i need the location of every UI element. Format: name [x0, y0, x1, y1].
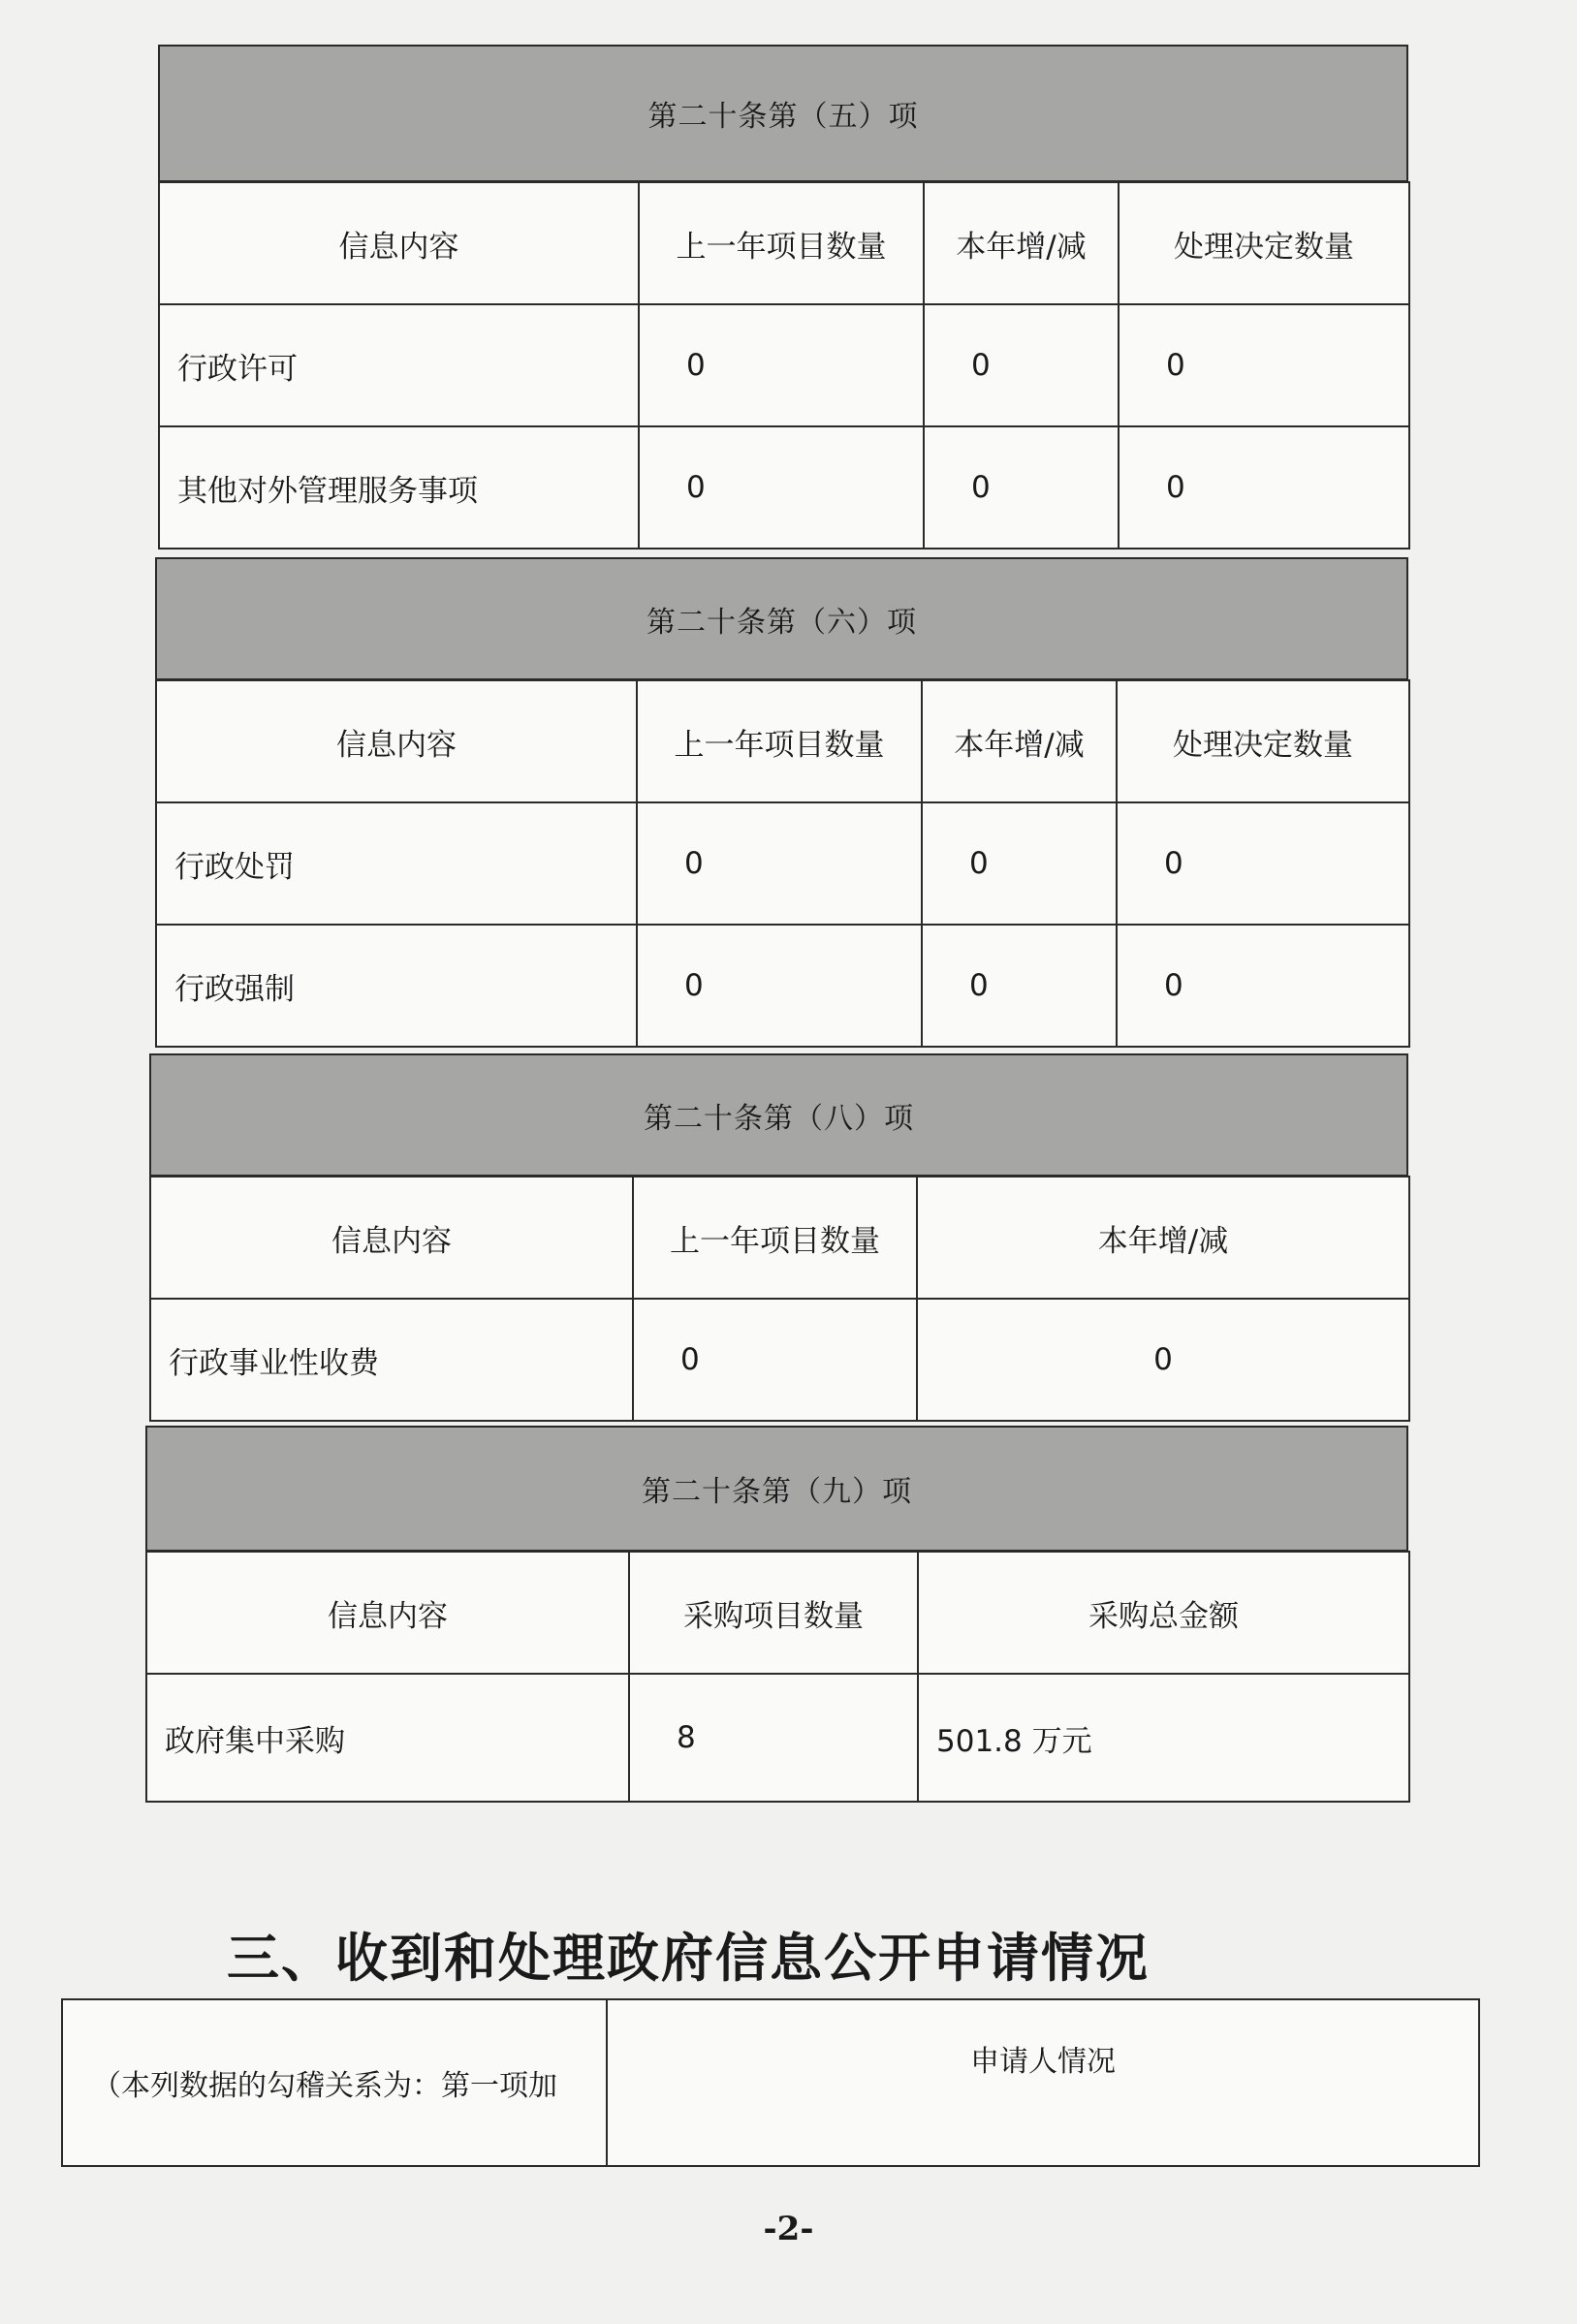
- cell-prev-count: 0: [639, 304, 924, 426]
- column-header: 信息内容: [146, 1552, 629, 1674]
- section-8-title: 第二十条第（八）项: [644, 1101, 914, 1136]
- section-8-header: [149, 1053, 1408, 1177]
- table-header-row: [150, 1177, 1409, 1299]
- table-row: [150, 1299, 1409, 1421]
- cell-total-amount: 501.8 万元: [918, 1674, 1409, 1802]
- column-header: 信息内容: [150, 1177, 633, 1299]
- column-header: 本年增/减: [917, 1177, 1409, 1299]
- column-header: 上一年项目数量: [637, 680, 922, 802]
- row-label: 行政强制: [156, 925, 637, 1047]
- row-label: 行政许可: [159, 304, 639, 426]
- applicant-status-header: 申请人情况: [607, 1999, 1479, 2166]
- cell-change: 0: [917, 1299, 1409, 1421]
- cell-change: 0: [922, 802, 1117, 925]
- table-header-row: [146, 1552, 1409, 1674]
- section-6-title: 第二十条第（六）项: [647, 605, 917, 640]
- section-6-header: [155, 557, 1408, 680]
- cell-prev-count: 0: [637, 925, 922, 1047]
- table-row: [62, 1999, 1479, 2166]
- cell-change: 0: [924, 304, 1119, 426]
- section-9-table: [145, 1551, 1410, 1803]
- cell-prev-count: 0: [639, 426, 924, 549]
- cell-prev-count: 0: [633, 1299, 917, 1421]
- column-header: 上一年项目数量: [633, 1177, 917, 1299]
- row-label: 行政事业性收费: [150, 1299, 633, 1421]
- column-header: 信息内容: [156, 680, 637, 802]
- column-header: 上一年项目数量: [639, 182, 924, 304]
- column-header: 处理决定数量: [1119, 182, 1409, 304]
- table-row: [156, 802, 1409, 925]
- table-row: [159, 304, 1409, 426]
- section-5-table: [158, 181, 1410, 550]
- section-9-header: [145, 1426, 1408, 1552]
- cell-change: 0: [922, 925, 1117, 1047]
- calculation-note-cell: （本列数据的勾稽关系为：第一项加: [62, 1999, 607, 2166]
- cell-decisions: 0: [1117, 925, 1409, 1047]
- section-5-header: [158, 45, 1408, 182]
- table-header-row: [156, 680, 1409, 802]
- cell-change: 0: [924, 426, 1119, 549]
- column-header: 采购项目数量: [629, 1552, 918, 1674]
- cell-decisions: 0: [1119, 304, 1409, 426]
- section-6-table: [155, 679, 1410, 1048]
- page-number: -2-: [763, 2210, 814, 2248]
- table-header-row: [159, 182, 1409, 304]
- table-row: [146, 1674, 1409, 1802]
- cell-prev-count: 0: [637, 802, 922, 925]
- row-label: 其他对外管理服务事项: [159, 426, 639, 549]
- section-8-table: [149, 1176, 1410, 1422]
- table-row: [159, 426, 1409, 549]
- column-header: 本年增/减: [922, 680, 1117, 802]
- part-3-title: 三、收到和处理政府信息公开申请情况: [227, 1928, 1150, 1989]
- section-9-title: 第二十条第（九）项: [642, 1475, 912, 1509]
- column-header: 本年增/减: [924, 182, 1119, 304]
- row-label: 政府集中采购: [146, 1674, 629, 1802]
- cell-project-count: 8: [629, 1674, 918, 1802]
- row-label: 行政处罚: [156, 802, 637, 925]
- column-header: 处理决定数量: [1117, 680, 1409, 802]
- column-header: 采购总金额: [918, 1552, 1409, 1674]
- application-table: [61, 1998, 1480, 2167]
- column-header: 信息内容: [159, 182, 639, 304]
- cell-decisions: 0: [1119, 426, 1409, 549]
- section-5-title: 第二十条第（五）项: [647, 100, 919, 134]
- cell-decisions: 0: [1117, 802, 1409, 925]
- table-row: [156, 925, 1409, 1047]
